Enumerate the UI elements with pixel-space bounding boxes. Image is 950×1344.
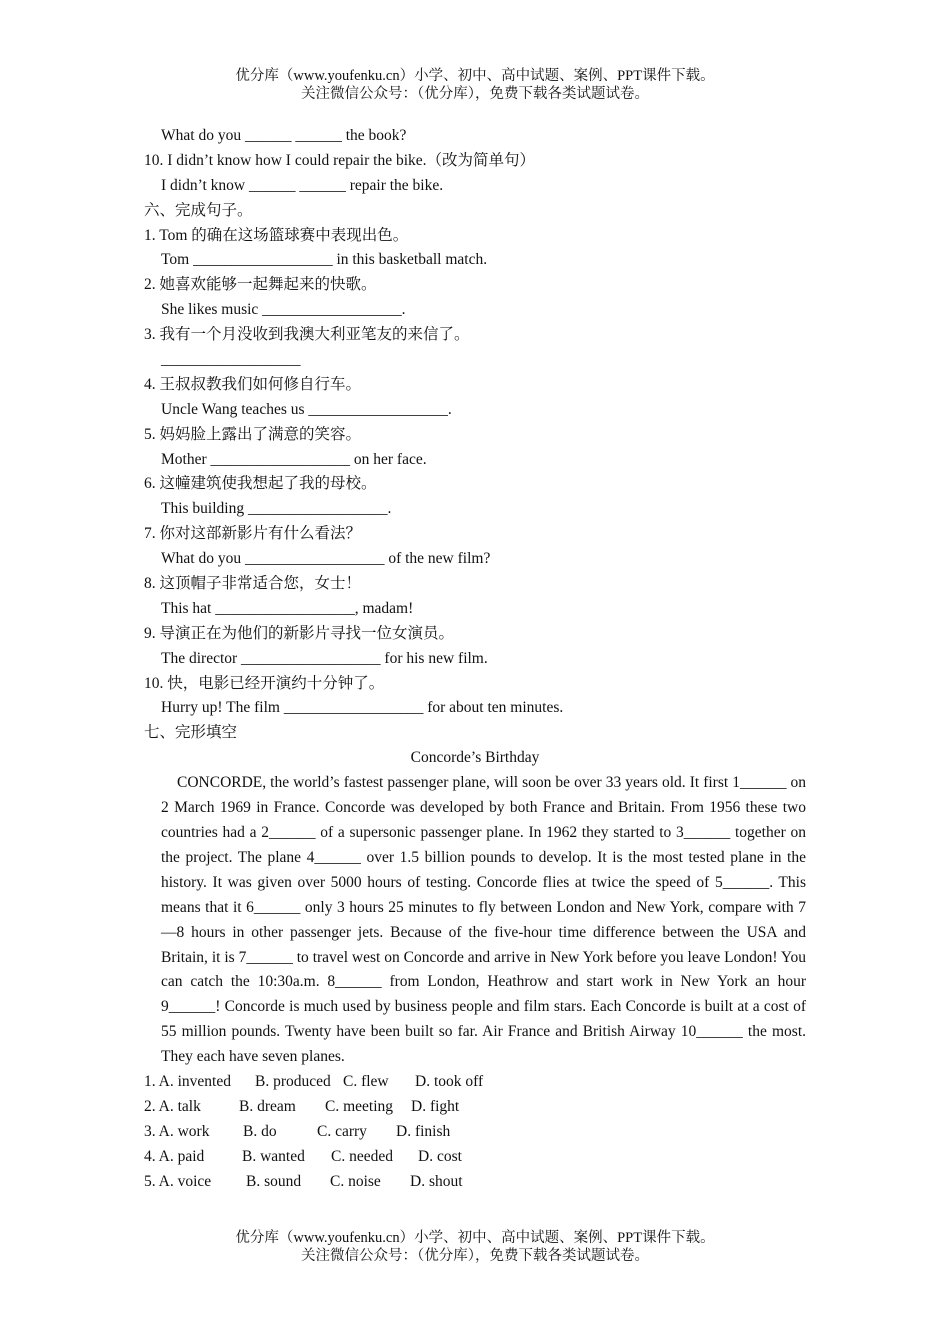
- option-c: C. needed: [331, 1147, 393, 1165]
- option-a: 2. A. talk: [144, 1097, 201, 1115]
- option-a: 3. A. work: [144, 1122, 210, 1140]
- sentence-answer-9: The director __________________ for his new film.: [161, 649, 488, 667]
- option-b: B. produced: [255, 1073, 331, 1091]
- option-b: B. dream: [239, 1097, 296, 1115]
- option-d: D. finish: [396, 1122, 451, 1140]
- option-d: D. cost: [418, 1147, 462, 1165]
- option-c: C. noise: [330, 1172, 381, 1190]
- option-d: D. shout: [410, 1172, 463, 1190]
- sentence-answer-3: __________________: [161, 351, 301, 369]
- sentence-prompt-5: 5. 妈妈脸上露出了满意的笑容。: [144, 425, 362, 443]
- sentence-answer-5: Mother __________________ on her face.: [161, 450, 427, 468]
- header-line-1: 优分库（www.youfenku.cn）小学、初中、高中试题、案例、PPT课件下载。: [235, 68, 715, 84]
- page-header: [0, 67, 950, 103]
- option-c: C. flew: [343, 1073, 389, 1091]
- sentence-answer-10: Hurry up! The film __________________ for about ten minutes.: [161, 699, 564, 717]
- option-a: 5. A. voice: [144, 1172, 212, 1190]
- worksheet-content: [144, 124, 806, 1194]
- cloze-option-row-1: [144, 1070, 806, 1095]
- option-b: B. do: [243, 1122, 277, 1140]
- sentence-prompt-10: 10. 快，电影已经开演约十分钟了。: [144, 674, 385, 692]
- option-b: B. sound: [246, 1172, 302, 1190]
- sentence-prompt-1: 1. Tom 的确在这场篮球赛中表现出色。: [144, 226, 409, 244]
- section-heading-complete-sentences: 六、完成句子。: [144, 201, 253, 219]
- option-b: B. wanted: [242, 1147, 305, 1165]
- sentence-prompt-3: 3. 我有一个月没收到我澳大利亚笔友的来信了。: [144, 326, 470, 344]
- sentence-prompt-6: 6. 这幢建筑使我想起了我的母校。: [144, 475, 377, 493]
- sentence-answer-6: This building __________________.: [161, 500, 392, 518]
- cloze-option-row-3: [144, 1120, 806, 1145]
- section-heading-cloze: 七、完形填空: [144, 724, 238, 742]
- sentence-prompt-7: 7. 你对这部新影片有什么看法？: [144, 525, 362, 543]
- header-line-2: 关注微信公众号：（优分库），免费下载各类试题试卷。: [301, 86, 649, 102]
- option-c: C. carry: [317, 1122, 367, 1140]
- rewrite-question-10: 10. I didn’t know how I could repair the bike.（改为简单句）: [144, 151, 536, 169]
- footer-line-1: 优分库（www.youfenku.cn）小学、初中、高中试题、案例、PPT课件下载。: [235, 1230, 715, 1246]
- sentence-answer-1: Tom __________________ in this basketball match.: [161, 251, 488, 269]
- cloze-option-row-2: [144, 1095, 806, 1120]
- sentence-answer-2: She likes music __________________.: [161, 301, 406, 319]
- option-d: D. fight: [411, 1097, 460, 1115]
- footer-line-2: 关注微信公众号：（优分库），免费下载各类试题试卷。: [301, 1248, 649, 1264]
- cloze-passage: CONCORDE, the world’s fastest passenger plane, will soon be over 33 years old. It first 1______ on 2 March 1969 in France. Concorde was developed by both France and Britain. From 1956 these two countries had a 2______ of a supersonic passenger plane. In 1962 they started to 3______ together on the project. The plane 4______ over 1.5 billion pounds to develop. It is the most tested plane in the history. It was given over 5000 hours of testing. Concorde flies at twice the speed of 5______. This means that it 6______ only 3 hours 25 minutes to fly between London and New York, compare with 7—8 hours in other passenger jets. Because of the five-hour time difference between the USA and Britain, it is 7______ to travel west on Concorde and arrive in New York before you leave London! You can catch the 10:30a.m. 8______ from London, Heathrow and start work in New York an hour 9______! Concorde is much used by business people and film stars. Each Concorde is built at a cost of 55 million pounds. Twenty have been built so far. Air France and British Airway 10______ the most. They each have seven planes.: [161, 774, 806, 1066]
- option-a: 1. A. invented: [144, 1073, 231, 1091]
- sentence-answer-7: What do you __________________ of the new film?: [161, 550, 491, 568]
- sentence-prompt-4: 4. 王叔叔教我们如何修自行车。: [144, 375, 362, 393]
- cloze-option-row-5: [144, 1170, 806, 1195]
- sentence-prompt-8: 8. 这顶帽子非常适合您，女士！: [144, 575, 362, 593]
- option-a: 4. A. paid: [144, 1147, 205, 1165]
- rewrite-answer-10: I didn’t know ______ ______ repair the bike.: [161, 176, 444, 194]
- sentence-prompt-9: 9. 导演正在为他们的新影片寻找一位女演员。: [144, 624, 455, 642]
- cloze-option-row-4: [144, 1145, 806, 1170]
- rewrite-answer-9: What do you ______ ______ the book?: [161, 127, 407, 144]
- sentence-prompt-2: 2. 她喜欢能够一起舞起来的快歌。: [144, 276, 377, 294]
- sentence-answer-4: Uncle Wang teaches us __________________.: [161, 400, 452, 418]
- option-c: C. meeting: [325, 1097, 394, 1115]
- cloze-title: Concorde’s Birthday: [410, 749, 540, 767]
- page-footer: [0, 1229, 950, 1265]
- option-d: D. took off: [415, 1073, 484, 1091]
- sentence-answer-8: This hat __________________, madam!: [161, 599, 414, 617]
